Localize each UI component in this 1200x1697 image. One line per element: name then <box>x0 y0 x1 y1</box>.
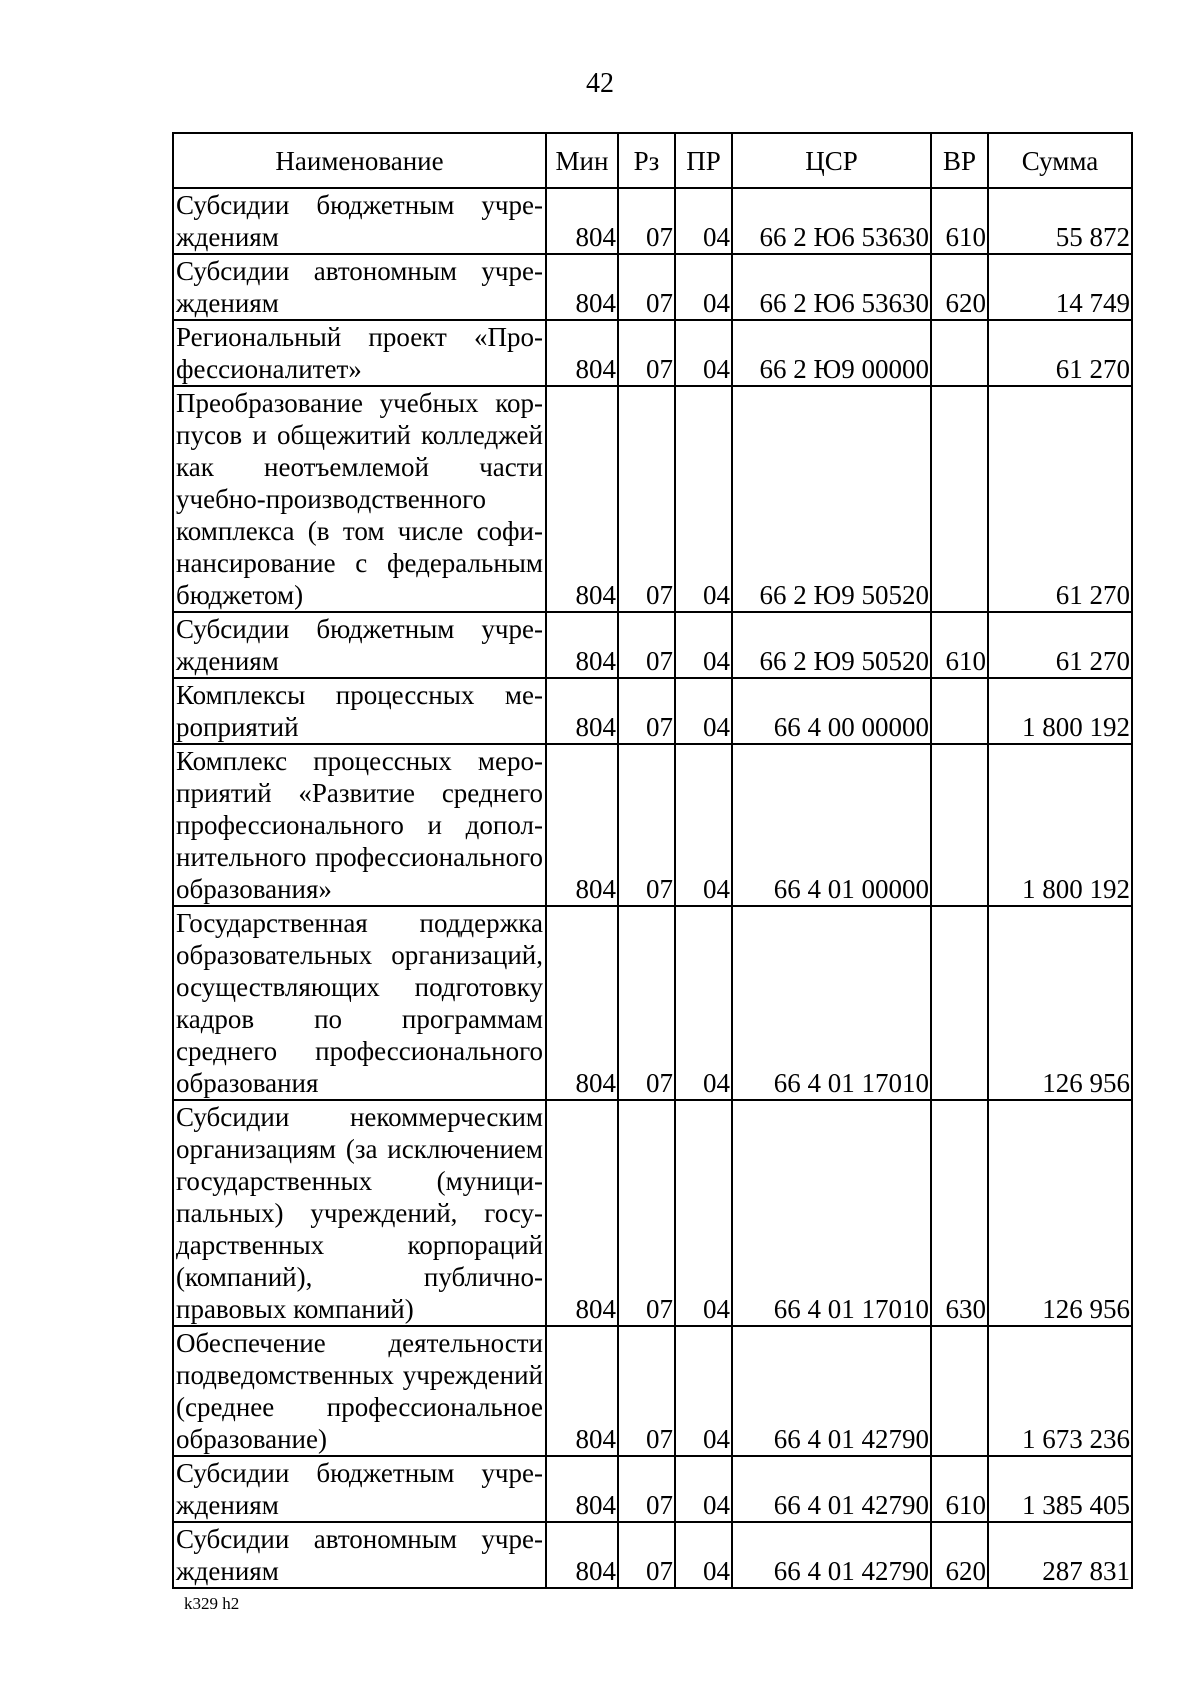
row-pr: 04 <box>675 906 732 1100</box>
row-min: 804 <box>546 320 618 386</box>
page-number: 42 <box>586 68 614 99</box>
row-rz: 07 <box>618 1456 675 1522</box>
row-min: 804 <box>546 678 618 744</box>
row-sum: 287 831 <box>988 1522 1132 1588</box>
row-sum: 1 800 192 <box>988 678 1132 744</box>
table-body <box>173 188 1132 1588</box>
row-vr: 620 <box>931 254 988 320</box>
row-vr <box>931 678 988 744</box>
row-sum: 14 749 <box>988 254 1132 320</box>
table-row <box>173 678 1132 744</box>
table-row <box>173 254 1132 320</box>
table-row <box>173 612 1132 678</box>
header-min: Мин <box>546 133 618 188</box>
row-vr: 610 <box>931 188 988 254</box>
row-csr: 66 4 01 17010 <box>732 1100 931 1326</box>
row-vr <box>931 320 988 386</box>
header-name: Наименование <box>173 133 546 188</box>
row-pr: 04 <box>675 744 732 906</box>
row-csr: 66 2 Ю9 00000 <box>732 320 931 386</box>
row-vr <box>931 744 988 906</box>
table-row <box>173 1100 1132 1326</box>
row-pr: 04 <box>675 188 732 254</box>
row-min: 804 <box>546 744 618 906</box>
row-name: Субсидии бюджетным учреждениям <box>173 188 546 254</box>
row-csr: 66 2 Ю6 53630 <box>732 254 931 320</box>
row-min: 804 <box>546 1456 618 1522</box>
row-csr: 66 4 01 00000 <box>732 744 931 906</box>
table-row <box>173 744 1132 906</box>
row-vr <box>931 906 988 1100</box>
header-rz: Рз <box>618 133 675 188</box>
row-name: Субсидии некоммерческим организациям (за исключением государственных (муниципальных) учреждений, государственных корпораций (компаний), публично-правовых компаний) <box>173 1100 546 1326</box>
header-pr: ПР <box>675 133 732 188</box>
table-row <box>173 906 1132 1100</box>
row-name: Комплексы процессных мероприятий <box>173 678 546 744</box>
row-rz: 07 <box>618 188 675 254</box>
row-rz: 07 <box>618 386 675 612</box>
row-pr: 04 <box>675 386 732 612</box>
row-min: 804 <box>546 254 618 320</box>
row-sum: 126 956 <box>988 906 1132 1100</box>
row-sum: 1 800 192 <box>988 744 1132 906</box>
row-name: Субсидии бюджетным учреждениям <box>173 1456 546 1522</box>
header-csr: ЦСР <box>732 133 931 188</box>
row-sum: 126 956 <box>988 1100 1132 1326</box>
row-sum: 61 270 <box>988 320 1132 386</box>
row-name: Региональный проект «Профессионалитет» <box>173 320 546 386</box>
header-vr: ВР <box>931 133 988 188</box>
row-vr: 630 <box>931 1100 988 1326</box>
row-min: 804 <box>546 1100 618 1326</box>
row-csr: 66 4 01 42790 <box>732 1522 931 1588</box>
row-rz: 07 <box>618 744 675 906</box>
table-row <box>173 1326 1132 1456</box>
row-sum: 1 385 405 <box>988 1456 1132 1522</box>
table-row <box>173 320 1132 386</box>
row-min: 804 <box>546 1326 618 1456</box>
row-pr: 04 <box>675 612 732 678</box>
row-vr: 610 <box>931 1456 988 1522</box>
row-pr: 04 <box>675 1100 732 1326</box>
row-csr: 66 4 01 42790 <box>732 1326 931 1456</box>
row-min: 804 <box>546 906 618 1100</box>
table-header-row <box>173 133 1132 188</box>
row-rz: 07 <box>618 678 675 744</box>
row-min: 804 <box>546 188 618 254</box>
row-sum: 61 270 <box>988 612 1132 678</box>
row-csr: 66 2 Ю9 50520 <box>732 386 931 612</box>
table-row <box>173 188 1132 254</box>
row-vr: 620 <box>931 1522 988 1588</box>
row-pr: 04 <box>675 1456 732 1522</box>
row-sum: 61 270 <box>988 386 1132 612</box>
row-sum: 55 872 <box>988 188 1132 254</box>
row-rz: 07 <box>618 1326 675 1456</box>
row-csr: 66 2 Ю6 53630 <box>732 188 931 254</box>
table-row <box>173 1522 1132 1588</box>
footer-code: k329 h2 <box>184 1594 240 1613</box>
row-name: Преобразование учебных корпусов и общежитий колледжей как неотъемлемой части учебно-производственного комплекса (в том числе софинансирование с федеральным бюджетом) <box>173 386 546 612</box>
row-vr <box>931 1326 988 1456</box>
row-name: Обеспечение деятельности подведомственных учреждений (среднее профессиональное образование) <box>173 1326 546 1456</box>
table-row <box>173 386 1132 612</box>
row-vr: 610 <box>931 612 988 678</box>
row-name: Комплекс процессных мероприятий «Развитие среднего профессионального и дополнительного профессионального образования» <box>173 744 546 906</box>
row-rz: 07 <box>618 1100 675 1326</box>
row-rz: 07 <box>618 320 675 386</box>
row-vr <box>931 386 988 612</box>
row-pr: 04 <box>675 678 732 744</box>
row-csr: 66 4 00 00000 <box>732 678 931 744</box>
row-min: 804 <box>546 612 618 678</box>
row-name: Субсидии автономным учреждениям <box>173 1522 546 1588</box>
row-csr: 66 4 01 42790 <box>732 1456 931 1522</box>
budget-table <box>172 132 1133 1589</box>
table-row <box>173 1456 1132 1522</box>
row-min: 804 <box>546 386 618 612</box>
row-rz: 07 <box>618 254 675 320</box>
row-rz: 07 <box>618 906 675 1100</box>
row-sum: 1 673 236 <box>988 1326 1132 1456</box>
row-name: Субсидии автономным учреждениям <box>173 254 546 320</box>
row-pr: 04 <box>675 320 732 386</box>
row-min: 804 <box>546 1522 618 1588</box>
row-pr: 04 <box>675 1522 732 1588</box>
row-pr: 04 <box>675 1326 732 1456</box>
row-name: Субсидии бюджетным учреждениям <box>173 612 546 678</box>
row-name: Государственная поддержка образовательных организаций, осуществляющих подготовку кадров по программам среднего профессионального образования <box>173 906 546 1100</box>
header-sum: Сумма <box>988 133 1132 188</box>
row-pr: 04 <box>675 254 732 320</box>
row-rz: 07 <box>618 612 675 678</box>
row-csr: 66 2 Ю9 50520 <box>732 612 931 678</box>
row-csr: 66 4 01 17010 <box>732 906 931 1100</box>
row-rz: 07 <box>618 1522 675 1588</box>
